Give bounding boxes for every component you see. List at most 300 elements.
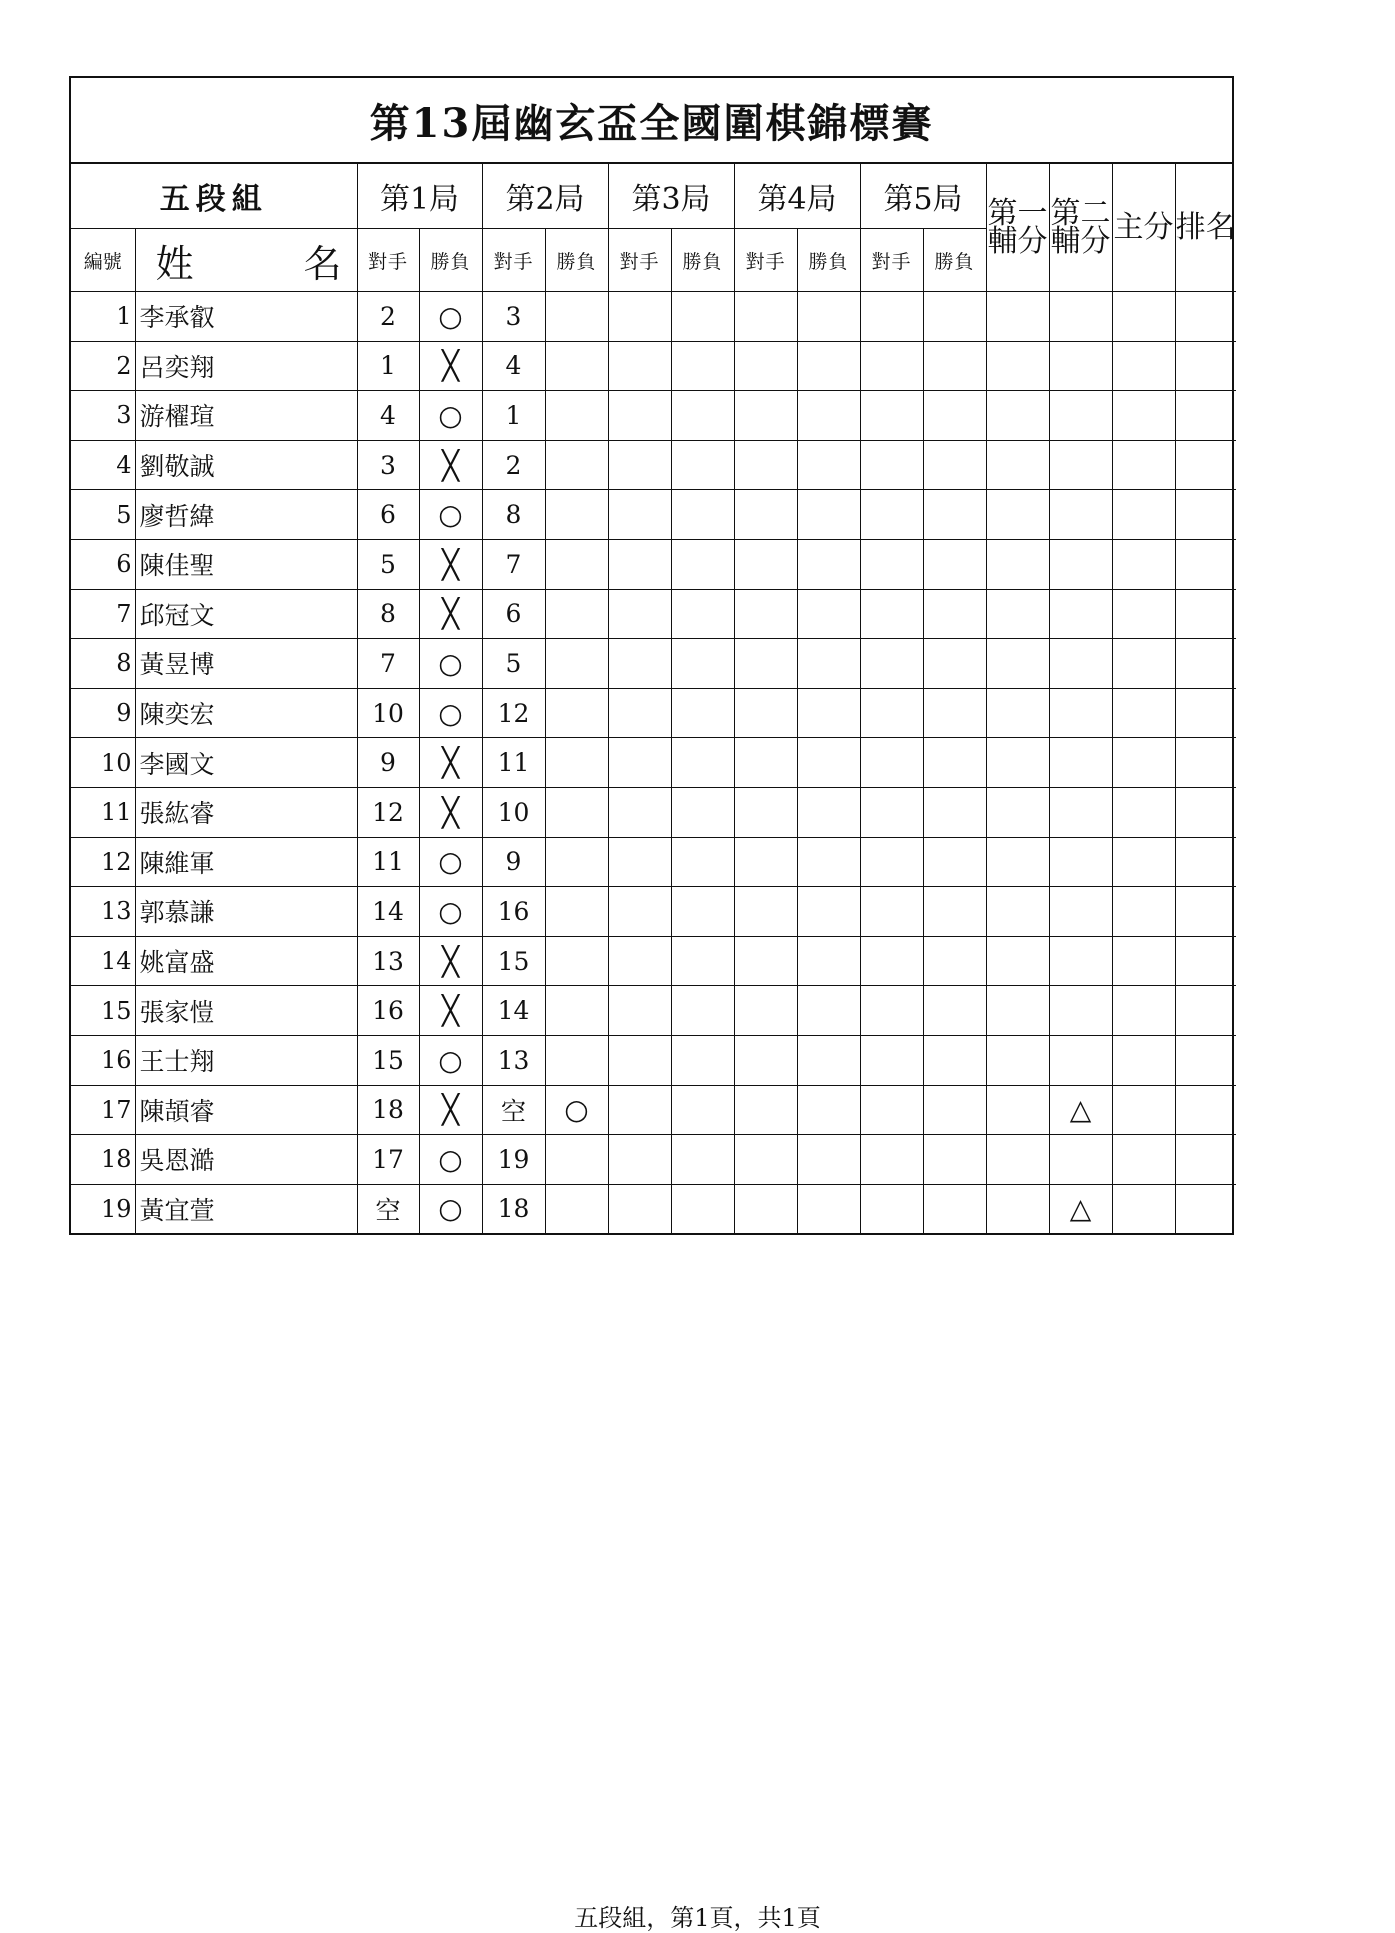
aux1-score xyxy=(986,1135,1049,1185)
r1-opponent: 13 xyxy=(357,936,419,986)
round-1-header: 第1局 xyxy=(357,164,482,229)
r5-result xyxy=(923,539,986,589)
r4-opponent xyxy=(734,589,797,639)
r5-result xyxy=(923,639,986,689)
r1-opponent: 8 xyxy=(357,589,419,639)
r1-opponent: 空 xyxy=(357,1184,419,1233)
main-score xyxy=(1112,292,1175,342)
r3-result xyxy=(671,1184,734,1233)
player-name: 廖哲緯 xyxy=(135,490,357,540)
player-id: 11 xyxy=(71,787,135,837)
r1-opponent: 6 xyxy=(357,490,419,540)
main-score xyxy=(1112,391,1175,441)
id-header: 編號 xyxy=(71,229,135,292)
r5-result xyxy=(923,391,986,441)
r4-result xyxy=(797,1135,860,1185)
rank xyxy=(1175,688,1236,738)
rank xyxy=(1175,539,1236,589)
rank xyxy=(1175,738,1236,788)
player-id: 2 xyxy=(71,341,135,391)
r5-result xyxy=(923,490,986,540)
rank xyxy=(1175,837,1236,887)
r3-opponent xyxy=(608,1035,671,1085)
player-id: 15 xyxy=(71,986,135,1036)
player-name: 姚富盛 xyxy=(135,936,357,986)
r2-opponent: 5 xyxy=(482,639,545,689)
r1-result: ╳ xyxy=(419,341,482,391)
r1-result: ○ xyxy=(419,391,482,441)
r3-opponent xyxy=(608,490,671,540)
r3-opponent xyxy=(608,936,671,986)
main-score xyxy=(1112,1085,1175,1135)
main-score xyxy=(1112,787,1175,837)
main-score xyxy=(1112,1184,1175,1233)
r4-result xyxy=(797,589,860,639)
player-id: 10 xyxy=(71,738,135,788)
r2-result xyxy=(545,986,608,1036)
main-score-header: 主分 xyxy=(1112,164,1175,292)
r4-result xyxy=(797,639,860,689)
r4-opponent xyxy=(734,738,797,788)
player-name: 陳奕宏 xyxy=(135,688,357,738)
r1-opponent: 17 xyxy=(357,1135,419,1185)
r4-opponent xyxy=(734,1085,797,1135)
r1-result: ╳ xyxy=(419,936,482,986)
player-id: 13 xyxy=(71,887,135,937)
r4-result xyxy=(797,887,860,937)
table-row xyxy=(71,688,1236,738)
table-row xyxy=(71,837,1236,887)
r5-opponent xyxy=(860,837,923,887)
r5-result xyxy=(923,341,986,391)
r5-opponent xyxy=(860,986,923,1036)
r4-result xyxy=(797,1035,860,1085)
r3-result xyxy=(671,539,734,589)
table-row xyxy=(71,292,1236,342)
rank xyxy=(1175,391,1236,441)
r4-opponent xyxy=(734,391,797,441)
r3-result xyxy=(671,341,734,391)
player-name: 李國文 xyxy=(135,738,357,788)
round-3-header: 第3局 xyxy=(608,164,734,229)
aux1-score xyxy=(986,787,1049,837)
r3-result xyxy=(671,787,734,837)
r5-opponent xyxy=(860,391,923,441)
r4-opponent xyxy=(734,440,797,490)
table-row xyxy=(71,440,1236,490)
r4-opponent xyxy=(734,787,797,837)
rank xyxy=(1175,887,1236,937)
main-score xyxy=(1112,837,1175,887)
r5-opponent xyxy=(860,1085,923,1135)
r5-result xyxy=(923,589,986,639)
standings-sheet xyxy=(69,76,1234,1235)
table-row xyxy=(71,986,1236,1036)
player-id: 8 xyxy=(71,639,135,689)
r5-result xyxy=(923,1135,986,1185)
player-name: 郭慕謙 xyxy=(135,887,357,937)
r3-opponent xyxy=(608,589,671,639)
r3-opponent xyxy=(608,391,671,441)
r1-result: ○ xyxy=(419,1184,482,1233)
aux2-score xyxy=(1049,887,1112,937)
aux2-score xyxy=(1049,1035,1112,1085)
tournament-title: 第13屆幽玄盃全國圍棋錦標賽 xyxy=(71,78,1232,164)
table-row xyxy=(71,490,1236,540)
aux1-score xyxy=(986,589,1049,639)
aux2-score xyxy=(1049,539,1112,589)
rank xyxy=(1175,639,1236,689)
r1-opponent: 5 xyxy=(357,539,419,589)
r5-result xyxy=(923,738,986,788)
r2-result xyxy=(545,688,608,738)
table-row xyxy=(71,1184,1236,1233)
r2-result xyxy=(545,936,608,986)
name-header-b: 名 xyxy=(303,241,342,286)
r1-result: ╳ xyxy=(419,738,482,788)
aux2-score xyxy=(1049,1135,1112,1185)
r3-opponent xyxy=(608,440,671,490)
r4-result-header: 勝負 xyxy=(797,229,860,292)
r1-opponent: 14 xyxy=(357,887,419,937)
r1-opponent: 9 xyxy=(357,738,419,788)
player-name: 陳維軍 xyxy=(135,837,357,887)
player-id: 5 xyxy=(71,490,135,540)
aux1-score xyxy=(986,887,1049,937)
r1-result: ○ xyxy=(419,490,482,540)
page-footer: 五段組，第1頁，共1頁 xyxy=(574,1904,821,1932)
main-score xyxy=(1112,887,1175,937)
r3-result xyxy=(671,1085,734,1135)
r2-opponent: 19 xyxy=(482,1135,545,1185)
player-name: 李承叡 xyxy=(135,292,357,342)
aux2-score xyxy=(1049,837,1112,887)
player-name: 黃昱博 xyxy=(135,639,357,689)
aux2-score xyxy=(1049,391,1112,441)
r4-opponent xyxy=(734,936,797,986)
aux2-score xyxy=(1049,986,1112,1036)
r2-result xyxy=(545,490,608,540)
table-row xyxy=(71,936,1236,986)
aux2-score xyxy=(1049,292,1112,342)
main-score xyxy=(1112,1035,1175,1085)
table-row xyxy=(71,639,1236,689)
r5-opponent xyxy=(860,589,923,639)
r2-opponent: 4 xyxy=(482,341,545,391)
r2-opponent: 3 xyxy=(482,292,545,342)
group-label: 五段組 xyxy=(71,164,357,229)
r2-result xyxy=(545,292,608,342)
aux2-score xyxy=(1049,341,1112,391)
player-id: 6 xyxy=(71,539,135,589)
r4-opponent xyxy=(734,837,797,887)
r5-opponent xyxy=(860,292,923,342)
table-row xyxy=(71,887,1236,937)
r3-opponent xyxy=(608,341,671,391)
r2-opponent: 1 xyxy=(482,391,545,441)
r3-result xyxy=(671,639,734,689)
r5-result xyxy=(923,986,986,1036)
r2-opponent: 9 xyxy=(482,837,545,887)
aux2-score xyxy=(1049,936,1112,986)
r2-opponent: 8 xyxy=(482,490,545,540)
round-2-header: 第2局 xyxy=(482,164,608,229)
main-score xyxy=(1112,688,1175,738)
r1-result: ╳ xyxy=(419,787,482,837)
r5-opponent xyxy=(860,490,923,540)
r4-result xyxy=(797,1184,860,1233)
r3-result xyxy=(671,391,734,441)
r5-result xyxy=(923,887,986,937)
player-rows xyxy=(71,292,1236,1234)
table-row xyxy=(71,787,1236,837)
player-name: 張家愷 xyxy=(135,986,357,1036)
r2-opponent: 11 xyxy=(482,738,545,788)
standings-table xyxy=(71,164,1236,1233)
r5-opponent xyxy=(860,936,923,986)
r4-opponent xyxy=(734,887,797,937)
r3-opponent xyxy=(608,539,671,589)
r3-result-header: 勝負 xyxy=(671,229,734,292)
player-name: 黃宜萱 xyxy=(135,1184,357,1233)
r2-opponent: 14 xyxy=(482,986,545,1036)
aux1-score xyxy=(986,639,1049,689)
r4-opponent xyxy=(734,639,797,689)
r1-result: ╳ xyxy=(419,1085,482,1135)
aux1-score xyxy=(986,341,1049,391)
r2-result xyxy=(545,1184,608,1233)
r5-result xyxy=(923,440,986,490)
r4-opponent xyxy=(734,490,797,540)
r2-opponent: 18 xyxy=(482,1184,545,1233)
aux1-score xyxy=(986,1184,1049,1233)
r3-result xyxy=(671,589,734,639)
r5-opponent xyxy=(860,1135,923,1185)
r3-result xyxy=(671,936,734,986)
table-row xyxy=(71,738,1236,788)
player-name: 劉敬誠 xyxy=(135,440,357,490)
r3-opponent xyxy=(608,887,671,937)
r5-opponent xyxy=(860,738,923,788)
table-row xyxy=(71,1035,1236,1085)
player-name: 吳恩澔 xyxy=(135,1135,357,1185)
player-name: 王士翔 xyxy=(135,1035,357,1085)
r4-result xyxy=(797,292,860,342)
aux2-score xyxy=(1049,589,1112,639)
round-5-header: 第5局 xyxy=(860,164,986,229)
main-score xyxy=(1112,440,1175,490)
r5-result xyxy=(923,837,986,887)
r3-opponent xyxy=(608,1085,671,1135)
r2-result xyxy=(545,440,608,490)
r1-opponent-header: 對手 xyxy=(357,229,419,292)
table-row xyxy=(71,391,1236,441)
r5-result xyxy=(923,688,986,738)
aux1-score xyxy=(986,391,1049,441)
r2-result xyxy=(545,341,608,391)
rank xyxy=(1175,589,1236,639)
r5-opponent xyxy=(860,1184,923,1233)
rank xyxy=(1175,1135,1236,1185)
r2-result xyxy=(545,639,608,689)
r3-opponent xyxy=(608,688,671,738)
r3-result xyxy=(671,440,734,490)
table-row xyxy=(71,1135,1236,1185)
r4-opponent-header: 對手 xyxy=(734,229,797,292)
player-id: 9 xyxy=(71,688,135,738)
r1-result: ○ xyxy=(419,887,482,937)
aux1-score xyxy=(986,986,1049,1036)
aux1-score xyxy=(986,1035,1049,1085)
r5-result xyxy=(923,787,986,837)
r3-opponent xyxy=(608,787,671,837)
r1-opponent: 1 xyxy=(357,341,419,391)
r3-result xyxy=(671,738,734,788)
r4-opponent xyxy=(734,688,797,738)
r2-result: ○ xyxy=(545,1085,608,1135)
r4-result xyxy=(797,539,860,589)
r3-result xyxy=(671,986,734,1036)
player-id: 17 xyxy=(71,1085,135,1135)
aux2-score xyxy=(1049,639,1112,689)
r5-opponent xyxy=(860,341,923,391)
r1-result: ╳ xyxy=(419,440,482,490)
aux1-score xyxy=(986,936,1049,986)
aux1-header: 第一輔分 xyxy=(986,164,1049,292)
r2-opponent: 16 xyxy=(482,887,545,937)
player-id: 12 xyxy=(71,837,135,887)
main-score xyxy=(1112,341,1175,391)
r1-result: ○ xyxy=(419,292,482,342)
main-score xyxy=(1112,490,1175,540)
player-id: 1 xyxy=(71,292,135,342)
r3-result xyxy=(671,887,734,937)
r1-result: ╳ xyxy=(419,986,482,1036)
main-score xyxy=(1112,936,1175,986)
r5-opponent xyxy=(860,688,923,738)
r1-opponent: 15 xyxy=(357,1035,419,1085)
r4-result xyxy=(797,1085,860,1135)
r5-opponent xyxy=(860,639,923,689)
main-score xyxy=(1112,738,1175,788)
main-score xyxy=(1112,589,1175,639)
aux1-score xyxy=(986,490,1049,540)
player-id: 18 xyxy=(71,1135,135,1185)
rank xyxy=(1175,490,1236,540)
r3-result xyxy=(671,1035,734,1085)
r3-result xyxy=(671,490,734,540)
r4-result xyxy=(797,688,860,738)
r1-result: ○ xyxy=(419,688,482,738)
r1-opponent: 4 xyxy=(357,391,419,441)
r1-opponent: 18 xyxy=(357,1085,419,1135)
r4-result xyxy=(797,936,860,986)
r2-result xyxy=(545,1035,608,1085)
aux2-score: △ xyxy=(1049,1184,1112,1233)
rank xyxy=(1175,1085,1236,1135)
r1-result: ○ xyxy=(419,1135,482,1185)
rank xyxy=(1175,341,1236,391)
r1-opponent: 12 xyxy=(357,787,419,837)
main-score xyxy=(1112,1135,1175,1185)
r4-result xyxy=(797,837,860,887)
r1-result: ○ xyxy=(419,837,482,887)
main-score xyxy=(1112,639,1175,689)
r2-opponent: 10 xyxy=(482,787,545,837)
table-row xyxy=(71,341,1236,391)
player-name: 游櫂瑄 xyxy=(135,391,357,441)
r3-opponent xyxy=(608,837,671,887)
player-name: 陳頡睿 xyxy=(135,1085,357,1135)
aux1-score xyxy=(986,539,1049,589)
aux2-score xyxy=(1049,738,1112,788)
r1-result: ╳ xyxy=(419,589,482,639)
aux1-score xyxy=(986,738,1049,788)
r3-opponent xyxy=(608,292,671,342)
r2-result-header: 勝負 xyxy=(545,229,608,292)
rank xyxy=(1175,1035,1236,1085)
r2-result xyxy=(545,837,608,887)
r2-opponent: 6 xyxy=(482,589,545,639)
r5-opponent-header: 對手 xyxy=(860,229,923,292)
rank-header: 排名 xyxy=(1175,164,1236,292)
r2-result xyxy=(545,1135,608,1185)
rank xyxy=(1175,787,1236,837)
r3-result xyxy=(671,837,734,887)
r2-opponent: 15 xyxy=(482,936,545,986)
r2-opponent-header: 對手 xyxy=(482,229,545,292)
player-id: 19 xyxy=(71,1184,135,1233)
r5-result-header: 勝負 xyxy=(923,229,986,292)
player-name: 陳佳聖 xyxy=(135,539,357,589)
r5-opponent xyxy=(860,887,923,937)
r2-opponent: 空 xyxy=(482,1085,545,1135)
player-id: 14 xyxy=(71,936,135,986)
aux1-score xyxy=(986,688,1049,738)
r3-opponent xyxy=(608,639,671,689)
aux2-score xyxy=(1049,688,1112,738)
r2-result xyxy=(545,539,608,589)
name-header-a: 姓 xyxy=(155,241,194,286)
player-name: 邱冠文 xyxy=(135,589,357,639)
player-id: 16 xyxy=(71,1035,135,1085)
r3-opponent xyxy=(608,738,671,788)
r3-result xyxy=(671,688,734,738)
r3-opponent xyxy=(608,1184,671,1233)
r1-opponent: 10 xyxy=(357,688,419,738)
r1-result: ○ xyxy=(419,1035,482,1085)
r4-result xyxy=(797,490,860,540)
aux1-score xyxy=(986,440,1049,490)
r2-result xyxy=(545,738,608,788)
r2-result xyxy=(545,787,608,837)
aux1-score xyxy=(986,1085,1049,1135)
aux2-score: △ xyxy=(1049,1085,1112,1135)
aux2-header: 第二輔分 xyxy=(1049,164,1112,292)
r2-result xyxy=(545,887,608,937)
r5-result xyxy=(923,1085,986,1135)
aux1-score xyxy=(986,837,1049,887)
r5-opponent xyxy=(860,1035,923,1085)
aux2-score xyxy=(1049,787,1112,837)
player-id: 7 xyxy=(71,589,135,639)
player-name: 張紘睿 xyxy=(135,787,357,837)
r5-opponent xyxy=(860,539,923,589)
name-header xyxy=(135,229,357,292)
rank xyxy=(1175,1184,1236,1233)
r3-result xyxy=(671,1135,734,1185)
r5-result xyxy=(923,1184,986,1233)
